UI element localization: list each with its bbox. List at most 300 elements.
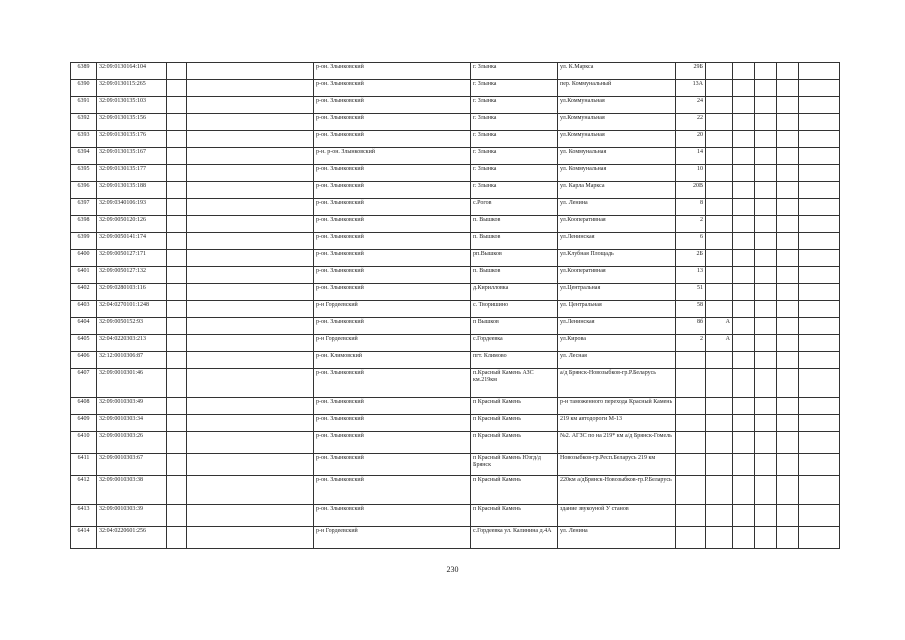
district-cell: р-он. Злынковский: [314, 233, 471, 250]
row-number-cell: 6399: [71, 233, 97, 250]
letter-cell: [706, 454, 733, 476]
street-cell: 220км а/дБрянск-Новозыбков-гр.Р.Беларусь: [558, 476, 676, 505]
letter-cell: [706, 114, 733, 131]
empty-cell: [733, 97, 755, 114]
table-row: [71, 131, 840, 148]
empty-cell: [799, 114, 840, 131]
district-cell: р-он. Злынковский: [314, 182, 471, 199]
district-cell: р-он. Злынковский: [314, 80, 471, 97]
empty-cell: [755, 454, 777, 476]
street-cell: ул. Карла Маркса: [558, 182, 676, 199]
street-cell: ул.Ленинская: [558, 318, 676, 335]
table-row: [71, 97, 840, 114]
empty-cell: [755, 301, 777, 318]
empty-cell: [799, 318, 840, 335]
empty-cell: [733, 267, 755, 284]
table-row: [71, 476, 840, 505]
empty-cell: [777, 97, 799, 114]
empty-cell: [799, 335, 840, 352]
table-row: [71, 165, 840, 182]
empty-cell: [755, 182, 777, 199]
district-cell: р-он. Злынковский: [314, 454, 471, 476]
empty-cell: [777, 369, 799, 398]
street-cell: ул.Коммунальная: [558, 131, 676, 148]
district-cell: р-н. р-он. Злынковский: [314, 148, 471, 165]
empty-cell: [777, 165, 799, 182]
cadastral-number-cell: 32:09:0130115:265: [97, 80, 167, 97]
letter-cell: [706, 250, 733, 267]
cadastral-number-cell: 32:09:0340106:193: [97, 199, 167, 216]
table-row: [71, 527, 840, 549]
empty-cell: [733, 432, 755, 454]
empty-cell: [777, 233, 799, 250]
street-cell: ул.Коммунальная: [558, 114, 676, 131]
house-number-cell: [676, 398, 706, 415]
empty-cell: [799, 415, 840, 432]
empty-cell: [799, 284, 840, 301]
locality-cell: г. Злынка: [471, 148, 558, 165]
empty-cell: [799, 432, 840, 454]
empty-cell: [799, 97, 840, 114]
street-cell: ул. К.Маркса: [558, 63, 676, 80]
empty-cell: [167, 182, 187, 199]
empty-cell: [777, 352, 799, 369]
empty-cell: [733, 398, 755, 415]
house-number-cell: [676, 432, 706, 454]
row-number-cell: 6407: [71, 369, 97, 398]
cadastral-number-cell: 32:09:0010303:38: [97, 476, 167, 505]
street-cell: ул.Кооперативная: [558, 267, 676, 284]
house-number-cell: 20: [676, 131, 706, 148]
empty-cell: [187, 216, 314, 233]
empty-cell: [755, 505, 777, 527]
empty-cell: [167, 335, 187, 352]
letter-cell: А: [706, 335, 733, 352]
empty-cell: [799, 182, 840, 199]
row-number-cell: 6402: [71, 284, 97, 301]
house-number-cell: 8: [676, 199, 706, 216]
row-number-cell: 6392: [71, 114, 97, 131]
row-number-cell: 6400: [71, 250, 97, 267]
empty-cell: [755, 233, 777, 250]
empty-cell: [799, 267, 840, 284]
cadastral-number-cell: 32:09:0130164:104: [97, 63, 167, 80]
letter-cell: [706, 233, 733, 250]
empty-cell: [167, 432, 187, 454]
locality-cell: п. Вышков: [471, 267, 558, 284]
letter-cell: А: [706, 318, 733, 335]
letter-cell: [706, 284, 733, 301]
cadastral-number-cell: 32:09:0010303:39: [97, 505, 167, 527]
row-number-cell: 6411: [71, 454, 97, 476]
empty-cell: [187, 63, 314, 80]
empty-cell: [733, 415, 755, 432]
street-cell: 219 км автодороги М-13: [558, 415, 676, 432]
empty-cell: [733, 233, 755, 250]
cadastral-number-cell: 32:09:0050152:93: [97, 318, 167, 335]
district-cell: р-он. Злынковский: [314, 165, 471, 182]
empty-cell: [799, 148, 840, 165]
cadastral-number-cell: 32:09:0050141:174: [97, 233, 167, 250]
house-number-cell: 13: [676, 267, 706, 284]
house-number-cell: 10: [676, 165, 706, 182]
empty-cell: [755, 432, 777, 454]
empty-cell: [755, 335, 777, 352]
house-number-cell: 13А: [676, 80, 706, 97]
table-row: [71, 199, 840, 216]
empty-cell: [187, 527, 314, 549]
row-number-cell: 6394: [71, 148, 97, 165]
empty-cell: [733, 369, 755, 398]
empty-cell: [777, 335, 799, 352]
district-cell: р-н Гордеевский: [314, 301, 471, 318]
cadastral-number-cell: 32:09:0280103:116: [97, 284, 167, 301]
house-number-cell: 8б: [676, 318, 706, 335]
district-cell: р-он. Климовский: [314, 352, 471, 369]
district-cell: р-он. Злынковский: [314, 369, 471, 398]
letter-cell: [706, 199, 733, 216]
row-number-cell: 6406: [71, 352, 97, 369]
empty-cell: [799, 527, 840, 549]
cadastral-number-cell: 32:09:0010303:34: [97, 415, 167, 432]
locality-cell: г. Злынка: [471, 114, 558, 131]
empty-cell: [777, 216, 799, 233]
empty-cell: [733, 114, 755, 131]
property-register-table: [70, 62, 840, 549]
empty-cell: [167, 454, 187, 476]
empty-cell: [777, 250, 799, 267]
cadastral-number-cell: 32:04:0220601:256: [97, 527, 167, 549]
locality-cell: пгт. Климово: [471, 352, 558, 369]
street-cell: ул.Кооперативная: [558, 216, 676, 233]
empty-cell: [777, 114, 799, 131]
empty-cell: [187, 131, 314, 148]
empty-cell: [799, 301, 840, 318]
empty-cell: [733, 131, 755, 148]
empty-cell: [799, 369, 840, 398]
cadastral-number-cell: 32:09:0050127:132: [97, 267, 167, 284]
empty-cell: [187, 476, 314, 505]
empty-cell: [733, 216, 755, 233]
empty-cell: [799, 233, 840, 250]
cadastral-number-cell: 32:09:0010301:46: [97, 369, 167, 398]
row-number-cell: 6412: [71, 476, 97, 505]
locality-cell: п Красный Камень: [471, 415, 558, 432]
table-row: [71, 267, 840, 284]
letter-cell: [706, 216, 733, 233]
cadastral-number-cell: 32:09:0130135:167: [97, 148, 167, 165]
empty-cell: [799, 216, 840, 233]
district-cell: р-он. Злынковский: [314, 318, 471, 335]
house-number-cell: 6: [676, 233, 706, 250]
street-cell: Новозыбков-гр.Респ.Беларусь 219 км: [558, 454, 676, 476]
locality-cell: п. Вышков: [471, 233, 558, 250]
empty-cell: [187, 432, 314, 454]
row-number-cell: 6397: [71, 199, 97, 216]
empty-cell: [799, 398, 840, 415]
empty-cell: [187, 335, 314, 352]
empty-cell: [167, 284, 187, 301]
row-number-cell: 6401: [71, 267, 97, 284]
empty-cell: [733, 301, 755, 318]
empty-cell: [187, 250, 314, 267]
empty-cell: [167, 301, 187, 318]
row-number-cell: 6403: [71, 301, 97, 318]
district-cell: р-он. Злынковский: [314, 284, 471, 301]
empty-cell: [733, 284, 755, 301]
empty-cell: [777, 527, 799, 549]
district-cell: р-он. Злынковский: [314, 505, 471, 527]
empty-cell: [187, 301, 314, 318]
street-cell: пер. Коммунальный: [558, 80, 676, 97]
street-cell: ул.Центральная: [558, 284, 676, 301]
letter-cell: [706, 267, 733, 284]
house-number-cell: 22: [676, 114, 706, 131]
district-cell: р-он. Злынковский: [314, 267, 471, 284]
letter-cell: [706, 97, 733, 114]
locality-cell: п Красный Камень Юзгд/д Брянск: [471, 454, 558, 476]
row-number-cell: 6395: [71, 165, 97, 182]
street-cell: ул. Центральная: [558, 301, 676, 318]
empty-cell: [777, 476, 799, 505]
empty-cell: [799, 454, 840, 476]
table-row: [71, 233, 840, 250]
locality-cell: г. Злынка: [471, 80, 558, 97]
cadastral-number-cell: 32:09:0130135:176: [97, 131, 167, 148]
empty-cell: [187, 233, 314, 250]
table-row: [71, 63, 840, 80]
empty-cell: [187, 454, 314, 476]
empty-cell: [167, 250, 187, 267]
empty-cell: [777, 63, 799, 80]
empty-cell: [187, 182, 314, 199]
locality-cell: г. Злынка: [471, 182, 558, 199]
empty-cell: [187, 369, 314, 398]
table-row: [71, 284, 840, 301]
empty-cell: [755, 318, 777, 335]
empty-cell: [799, 352, 840, 369]
page-number: 230: [446, 565, 459, 574]
empty-cell: [777, 415, 799, 432]
empty-cell: [799, 505, 840, 527]
empty-cell: [187, 415, 314, 432]
locality-cell: п Красный Камень: [471, 505, 558, 527]
empty-cell: [167, 398, 187, 415]
empty-cell: [187, 398, 314, 415]
empty-cell: [777, 267, 799, 284]
row-number-cell: 6389: [71, 63, 97, 80]
empty-cell: [755, 131, 777, 148]
table-row: [71, 80, 840, 97]
empty-cell: [777, 80, 799, 97]
cadastral-number-cell: 32:12:0010306:87: [97, 352, 167, 369]
district-cell: р-н Гордеевский: [314, 527, 471, 549]
empty-cell: [755, 114, 777, 131]
empty-cell: [733, 454, 755, 476]
table-row: [71, 398, 840, 415]
empty-cell: [755, 148, 777, 165]
empty-cell: [799, 476, 840, 505]
empty-cell: [167, 148, 187, 165]
empty-cell: [167, 318, 187, 335]
empty-cell: [777, 131, 799, 148]
empty-cell: [755, 369, 777, 398]
street-cell: ул. Коммунальная: [558, 148, 676, 165]
empty-cell: [733, 148, 755, 165]
empty-cell: [187, 165, 314, 182]
empty-cell: [755, 97, 777, 114]
house-number-cell: [676, 505, 706, 527]
row-number-cell: 6410: [71, 432, 97, 454]
letter-cell: [706, 432, 733, 454]
letter-cell: [706, 505, 733, 527]
empty-cell: [167, 114, 187, 131]
empty-cell: [167, 97, 187, 114]
empty-cell: [167, 476, 187, 505]
row-number-cell: 6408: [71, 398, 97, 415]
empty-cell: [167, 165, 187, 182]
row-number-cell: 6391: [71, 97, 97, 114]
empty-cell: [167, 415, 187, 432]
empty-cell: [777, 182, 799, 199]
cadastral-number-cell: 32:09:0050120:126: [97, 216, 167, 233]
district-cell: р-он. Злынковский: [314, 250, 471, 267]
letter-cell: [706, 63, 733, 80]
locality-cell: д.Кирилловка: [471, 284, 558, 301]
house-number-cell: [676, 369, 706, 398]
empty-cell: [777, 505, 799, 527]
empty-cell: [755, 284, 777, 301]
empty-cell: [167, 505, 187, 527]
district-cell: р-он. Злынковский: [314, 476, 471, 505]
street-cell: здание звукоуной У станов: [558, 505, 676, 527]
house-number-cell: 51: [676, 284, 706, 301]
empty-cell: [777, 148, 799, 165]
locality-cell: п Красный Камень: [471, 398, 558, 415]
table-row: [71, 352, 840, 369]
empty-cell: [733, 527, 755, 549]
district-cell: р-он. Злынковский: [314, 398, 471, 415]
row-number-cell: 6409: [71, 415, 97, 432]
locality-cell: г. Злынка: [471, 97, 558, 114]
house-number-cell: [676, 527, 706, 549]
locality-cell: с. Творишино: [471, 301, 558, 318]
district-cell: р-он. Злынковский: [314, 432, 471, 454]
empty-cell: [777, 301, 799, 318]
street-cell: ул.Коммунальная: [558, 97, 676, 114]
table-row: [71, 335, 840, 352]
cadastral-number-cell: 32:09:0010303:26: [97, 432, 167, 454]
street-cell: ул. Ленина: [558, 199, 676, 216]
table-row: [71, 369, 840, 398]
house-number-cell: 2: [676, 335, 706, 352]
empty-cell: [755, 165, 777, 182]
locality-cell: п.Красный Камень АЗС км.219км: [471, 369, 558, 398]
empty-cell: [755, 216, 777, 233]
letter-cell: [706, 131, 733, 148]
empty-cell: [187, 318, 314, 335]
letter-cell: [706, 352, 733, 369]
empty-cell: [167, 352, 187, 369]
house-number-cell: 58: [676, 301, 706, 318]
letter-cell: [706, 182, 733, 199]
empty-cell: [733, 250, 755, 267]
letter-cell: [706, 369, 733, 398]
empty-cell: [799, 80, 840, 97]
empty-cell: [167, 216, 187, 233]
table-row: [71, 148, 840, 165]
locality-cell: п Красный Камень: [471, 476, 558, 505]
letter-cell: [706, 148, 733, 165]
empty-cell: [187, 148, 314, 165]
row-number-cell: 6414: [71, 527, 97, 549]
district-cell: р-он. Злынковский: [314, 199, 471, 216]
empty-cell: [187, 505, 314, 527]
empty-cell: [733, 80, 755, 97]
empty-cell: [167, 527, 187, 549]
locality-cell: п Красный Камень: [471, 432, 558, 454]
district-cell: р-он. Злынковский: [314, 97, 471, 114]
row-number-cell: 6390: [71, 80, 97, 97]
locality-cell: г. Злынка: [471, 165, 558, 182]
empty-cell: [755, 250, 777, 267]
empty-cell: [167, 199, 187, 216]
table-row: [71, 114, 840, 131]
table-row: [71, 505, 840, 527]
empty-cell: [755, 398, 777, 415]
empty-cell: [187, 284, 314, 301]
street-cell: №2. АГЗС по на 219* км а/д Брянск-Гомель: [558, 432, 676, 454]
cadastral-number-cell: 32:09:0130135:177: [97, 165, 167, 182]
empty-cell: [755, 415, 777, 432]
table-row: [71, 318, 840, 335]
empty-cell: [777, 284, 799, 301]
street-cell: ул. Ленина: [558, 527, 676, 549]
locality-cell: с.Рогов: [471, 199, 558, 216]
house-number-cell: 29Б: [676, 63, 706, 80]
district-cell: р-он. Злынковский: [314, 216, 471, 233]
street-cell: ул. Лесная: [558, 352, 676, 369]
street-cell: ул.Клубная Площадь: [558, 250, 676, 267]
empty-cell: [733, 318, 755, 335]
empty-cell: [799, 250, 840, 267]
table-row: [71, 250, 840, 267]
cadastral-number-cell: 32:09:0130135:188: [97, 182, 167, 199]
house-number-cell: 14: [676, 148, 706, 165]
empty-cell: [777, 398, 799, 415]
empty-cell: [187, 352, 314, 369]
street-cell: а/д Брянск-Новозыбков-гр.Р.Беларусь: [558, 369, 676, 398]
empty-cell: [733, 63, 755, 80]
house-number-cell: 2: [676, 216, 706, 233]
cadastral-number-cell: 32:04:0220303:213: [97, 335, 167, 352]
empty-cell: [799, 199, 840, 216]
empty-cell: [799, 131, 840, 148]
empty-cell: [733, 335, 755, 352]
empty-cell: [755, 80, 777, 97]
empty-cell: [167, 131, 187, 148]
empty-cell: [187, 80, 314, 97]
empty-cell: [799, 165, 840, 182]
house-number-cell: 2Б: [676, 250, 706, 267]
empty-cell: [167, 63, 187, 80]
empty-cell: [733, 476, 755, 505]
street-cell: р-н таможенного перехода Красный Камень: [558, 398, 676, 415]
locality-cell: г. Злынка: [471, 131, 558, 148]
letter-cell: [706, 527, 733, 549]
house-number-cell: [676, 415, 706, 432]
empty-cell: [167, 233, 187, 250]
